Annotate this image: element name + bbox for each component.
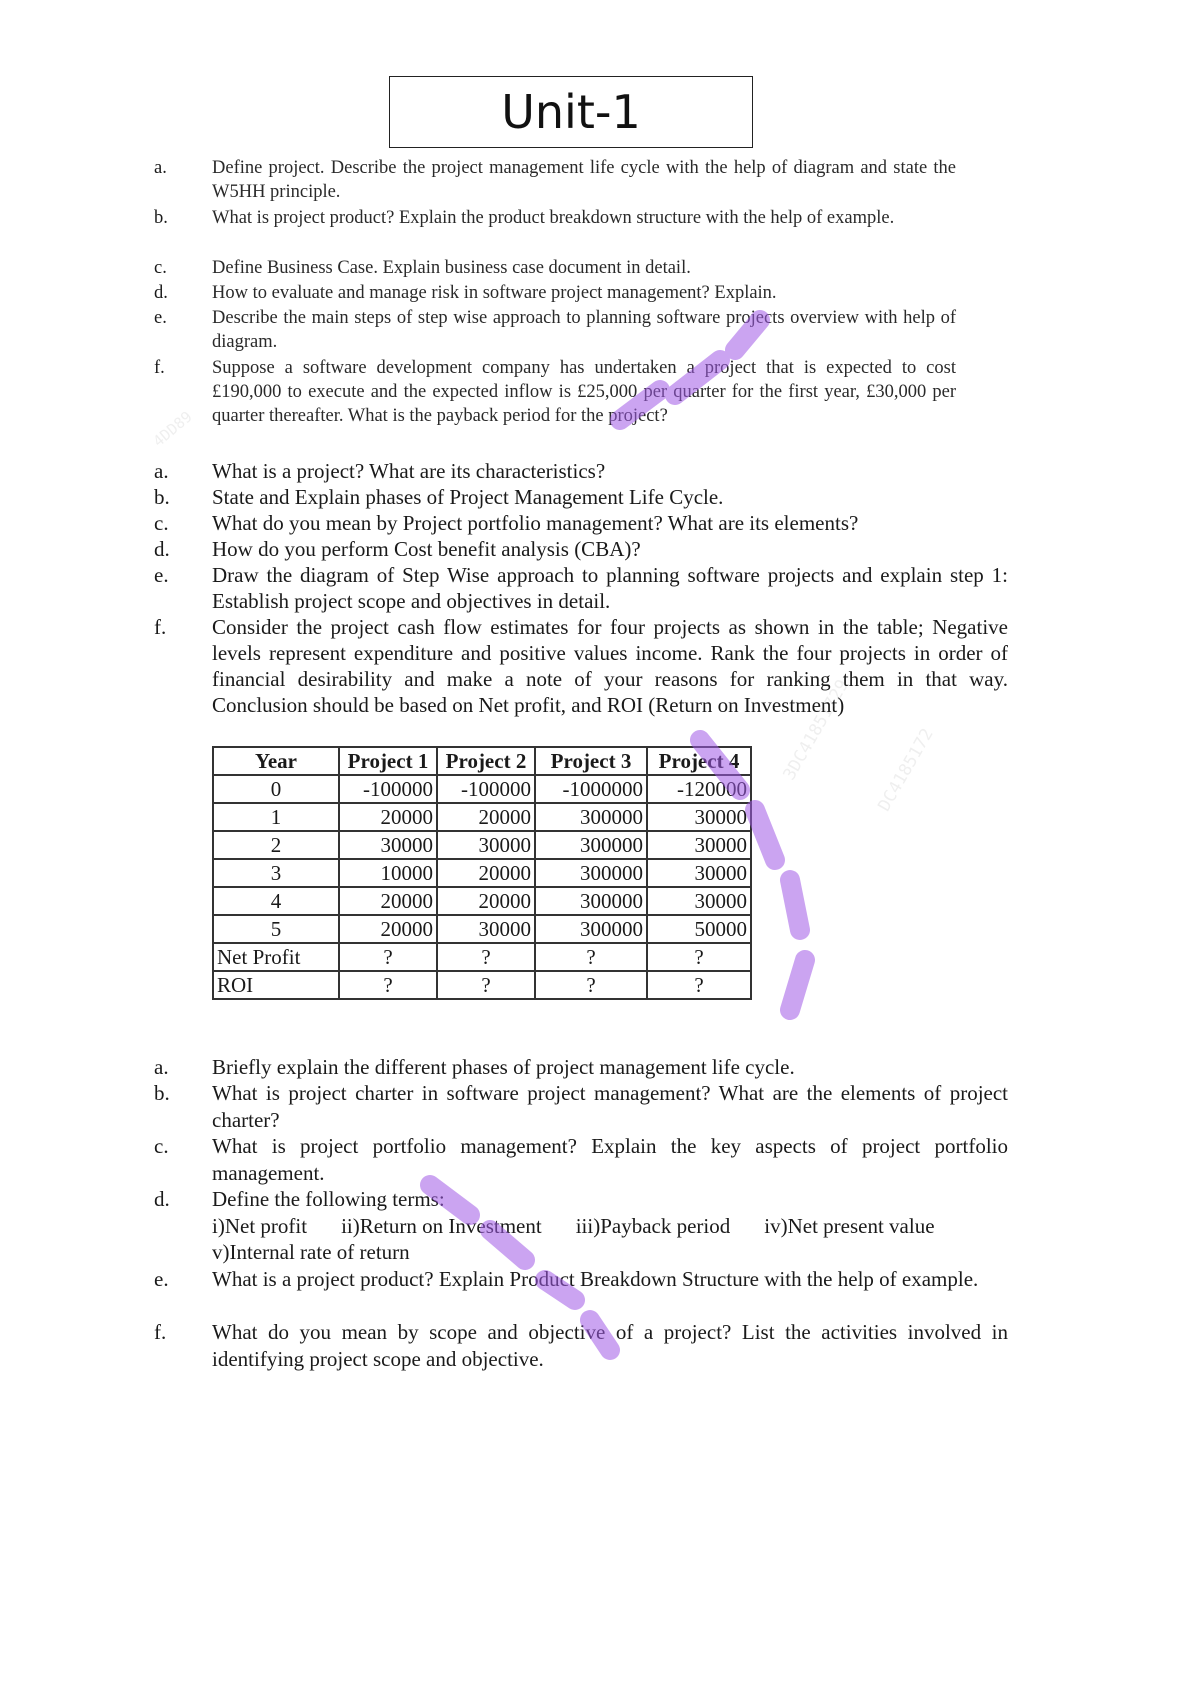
term-item: i)Net profit bbox=[212, 1213, 308, 1238]
question-text: Consider the project cash flow estimates for four projects as shown in the table; Negative levels represent expenditure and positive values income. Rank the four projects in order of financial desirability and make a note of your reasons for ranking them in that way. Conclusion should be based on Net profit, and ROI (Return on Investment) bbox=[212, 615, 1008, 717]
question-letter: f. bbox=[154, 1320, 167, 1344]
question-text: What is a project? What are its characteristics? bbox=[212, 459, 606, 483]
question-text: Suppose a software development company has undertaken a project that is expected to cost £190,000 to execute and the expected inflow is £25,000 per quarter for the first year, £30,000 per quarter thereafter. What is the payback period for the project? bbox=[212, 358, 956, 426]
table-cell: ? bbox=[437, 971, 535, 999]
term-item: ii)Return on Investment bbox=[341, 1213, 542, 1238]
question-letter: d. bbox=[154, 1187, 170, 1211]
table-cell: 2 bbox=[213, 831, 339, 859]
table-cell: 30000 bbox=[437, 915, 535, 943]
question-letter: e. bbox=[154, 563, 169, 587]
terms-list bbox=[212, 1213, 1008, 1266]
question-letter: f. bbox=[154, 615, 167, 639]
question-text: What is a project product? Explain Product Breakdown Structure with the help of example. bbox=[212, 1267, 979, 1291]
table-cell: 300000 bbox=[535, 887, 647, 915]
question-letter: b. bbox=[154, 485, 170, 509]
question-text: How do you perform Cost benefit analysis (CBA)? bbox=[212, 537, 641, 561]
row-label: ROI bbox=[213, 971, 339, 999]
question-text: What do you mean by scope and objective of a project? List the activities involved in identifying project scope and objective. bbox=[212, 1320, 1008, 1371]
question-text: Draw the diagram of Step Wise approach to planning software projects and explain step 1: Establish project scope and objectives in detail. bbox=[212, 563, 1008, 613]
table-cell: 50000 bbox=[647, 915, 751, 943]
table-cell: 5 bbox=[213, 915, 339, 943]
table-cell: 0 bbox=[213, 775, 339, 803]
question-letter: b. bbox=[154, 208, 168, 228]
table-cell: 10000 bbox=[339, 859, 437, 887]
term-item: iii)Payback period bbox=[575, 1213, 731, 1238]
question-text: Define Business Case. Explain business case document in detail. bbox=[212, 258, 691, 278]
question-text: What do you mean by Project portfolio management? What are its elements? bbox=[212, 511, 859, 535]
table-cell: 20000 bbox=[339, 915, 437, 943]
question-text: Define project. Describe the project management life cycle with the help of diagram and state the W5HH principle. bbox=[212, 158, 956, 202]
question-letter: a. bbox=[154, 158, 167, 178]
faint-watermark: 4DD89 bbox=[149, 407, 196, 451]
table-cell: -100000 bbox=[339, 775, 437, 803]
table-cell: 20000 bbox=[437, 803, 535, 831]
table-cell: -120000 bbox=[647, 775, 751, 803]
table-row bbox=[213, 831, 751, 859]
question-letter: e. bbox=[154, 1267, 169, 1291]
table-cell: 20000 bbox=[339, 887, 437, 915]
term-item: v)Internal rate of return bbox=[212, 1240, 410, 1264]
roi-row bbox=[213, 971, 751, 999]
title-box bbox=[389, 76, 753, 148]
column-header: Project 1 bbox=[339, 747, 437, 775]
table-cell: 20000 bbox=[437, 887, 535, 915]
question-letter: d. bbox=[154, 283, 168, 303]
question-text: What is project charter in software project management? What are the elements of project charter? bbox=[212, 1081, 1008, 1132]
question-letter: c. bbox=[154, 1134, 169, 1158]
question-text: State and Explain phases of Project Management Life Cycle. bbox=[212, 485, 724, 509]
table-cell: 4 bbox=[213, 887, 339, 915]
table-cell: 30000 bbox=[647, 859, 751, 887]
column-header: Project 2 bbox=[437, 747, 535, 775]
table-cell: 300000 bbox=[535, 915, 647, 943]
table-cell: 300000 bbox=[535, 831, 647, 859]
table-cell: -100000 bbox=[437, 775, 535, 803]
table-cell: 20000 bbox=[437, 859, 535, 887]
table-cell: ? bbox=[647, 943, 751, 971]
table-cell: ? bbox=[339, 971, 437, 999]
column-header: Project 4 bbox=[647, 747, 751, 775]
question-letter: f. bbox=[154, 358, 165, 378]
table-row bbox=[213, 775, 751, 803]
question-letter: e. bbox=[154, 308, 167, 328]
table-cell: 300000 bbox=[535, 803, 647, 831]
question-letter: a. bbox=[154, 1055, 169, 1079]
table-cell: -1000000 bbox=[535, 775, 647, 803]
question-text: What is project product? Explain the product breakdown structure with the help of example. bbox=[212, 208, 895, 228]
question-letter: c. bbox=[154, 258, 167, 278]
question-letter: a. bbox=[154, 459, 169, 483]
row-label: Net Profit bbox=[213, 943, 339, 971]
table-row bbox=[213, 887, 751, 915]
table-cell: 30000 bbox=[339, 831, 437, 859]
question-text: Describe the main steps of step wise approach to planning software projects overview with help of diagram. bbox=[212, 308, 956, 352]
table-cell: 300000 bbox=[535, 859, 647, 887]
table-cell: 30000 bbox=[647, 803, 751, 831]
question-text bbox=[212, 1186, 1008, 1266]
table-cell: ? bbox=[647, 971, 751, 999]
question-text: Briefly explain the different phases of project management life cycle. bbox=[212, 1055, 795, 1079]
table-header-row bbox=[213, 747, 751, 775]
page-title: Unit-1 bbox=[501, 85, 641, 139]
table-row bbox=[213, 803, 751, 831]
table-cell: 3 bbox=[213, 859, 339, 887]
table-cell: ? bbox=[339, 943, 437, 971]
table-cell: ? bbox=[437, 943, 535, 971]
table-cell: 30000 bbox=[437, 831, 535, 859]
table-row bbox=[213, 859, 751, 887]
term-item: iv)Net present value bbox=[764, 1213, 935, 1238]
net-profit-row bbox=[213, 943, 751, 971]
table-row bbox=[213, 915, 751, 943]
cash-flow-table bbox=[212, 746, 752, 1000]
question-letter: d. bbox=[154, 537, 170, 561]
question-letter: c. bbox=[154, 511, 169, 535]
column-header: Year bbox=[213, 747, 339, 775]
table-cell: 1 bbox=[213, 803, 339, 831]
table-cell: 20000 bbox=[339, 803, 437, 831]
table-cell: ? bbox=[535, 943, 647, 971]
table-cell: ? bbox=[535, 971, 647, 999]
question-text: What is project portfolio management? Explain the key aspects of project portfolio management. bbox=[212, 1134, 1008, 1185]
column-header: Project 3 bbox=[535, 747, 647, 775]
question-letter: b. bbox=[154, 1081, 170, 1105]
question-text: How to evaluate and manage risk in software project management? Explain. bbox=[212, 283, 777, 303]
faint-watermark: DC4185172 bbox=[874, 725, 938, 815]
table-cell: 30000 bbox=[647, 831, 751, 859]
table-cell: 30000 bbox=[647, 887, 751, 915]
faint-watermark: 3DC41851729 bbox=[779, 676, 854, 784]
terms-heading: Define the following terms: bbox=[212, 1187, 445, 1211]
